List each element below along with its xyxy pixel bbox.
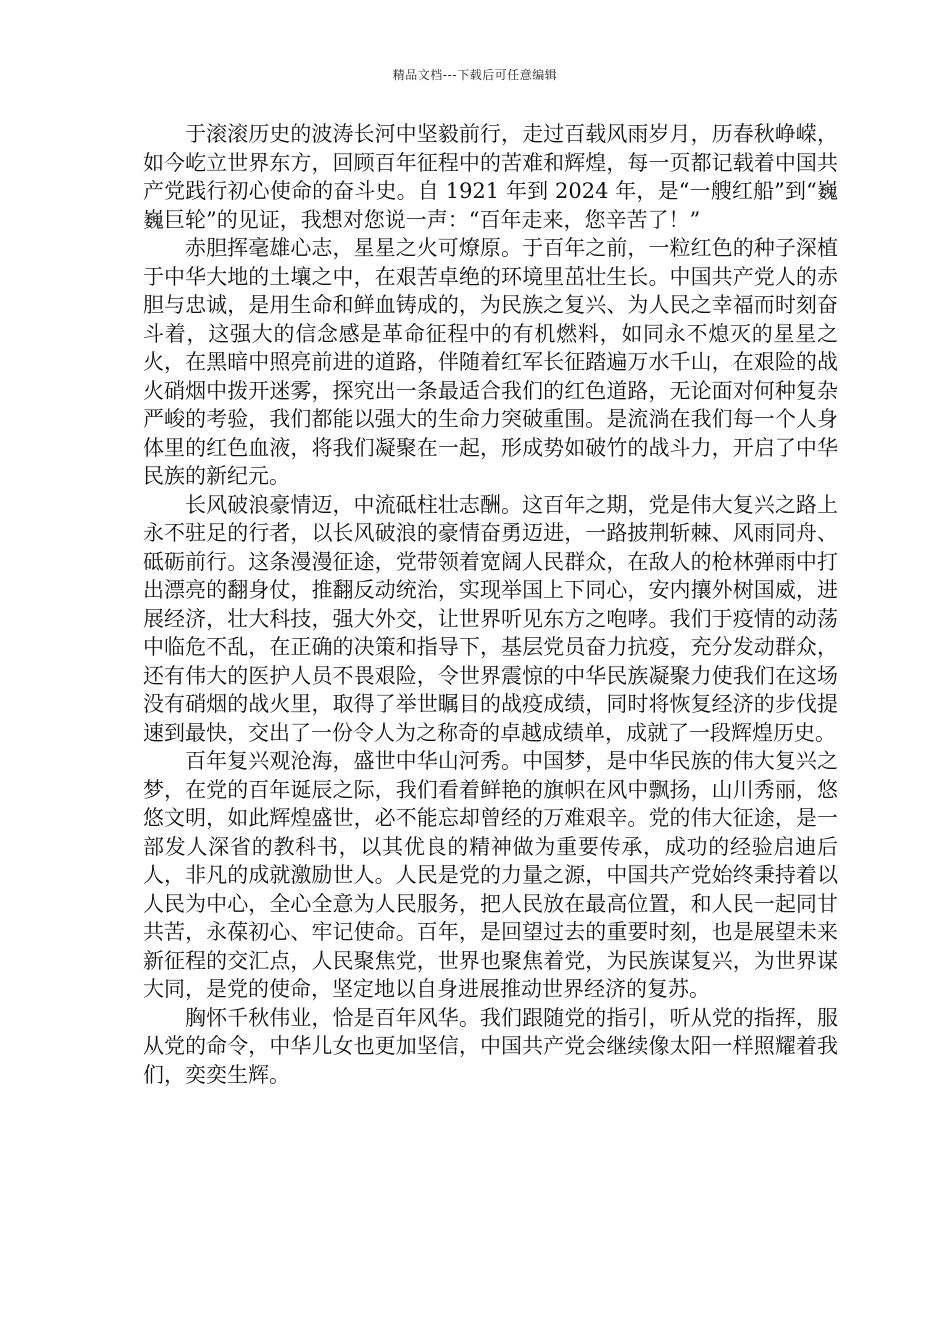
paragraph: 赤胆挥毫雄心志，星星之火可燎原。于百年之前，一粒红色的种子深植于中华大地的土壤之中，在艰苦卓绝的环境里茁壮生长。中国共产党人的赤胆与忠诚，是用生命和鲜血铸成的，为民族之复兴、为人民之幸福而时刻奋斗着，这强大的信念感是革命征程中的有机燃料，如同永不熄灭的星星之火，在黑暗中照亮前进的道路，伴随着红军长征踏遍万水千山，在艰险的战火硝烟中拨开迷雾，探究出一条最适合我们的红色道路，无论面对何种复杂严峻的考验，我们都能以强大的生命力突破重围。是流淌在我们每一个人身体里的红色血液，将我们凝聚在一起，形成势如破竹的战斗力，开启了中华民族的新纪元。 <box>143 236 838 488</box>
document-body <box>143 120 838 1089</box>
paragraph: 胸怀千秋伟业，恰是百年风华。我们跟随党的指引，听从党的指挥，服从党的命令，中华儿女也更加坚信，中国共产党会继续像太阳一样照耀着我们，奕奕生辉。 <box>143 1005 838 1087</box>
paragraph: 百年复兴观沧海，盛世中华山河秀。中国梦，是中华民族的伟大复兴之梦，在党的百年诞辰之际，我们看着鲜艳的旗帜在风中飘扬，山川秀丽，悠悠文明，如此辉煌盛世，必不能忘却曾经的万难艰辛。党的伟大征途，是一部发人深省的教科书，以其优良的精神做为重要传承，成功的经验启迪后人，非凡的成就激励世人。人民是党的力量之源，中国共产党始终秉持着以人民为中心，全心全意为人民服务，把人民放在最高位置，和人民一起同甘共苦，永葆初心、牢记使命。百年，是回望过去的重要时刻，也是展望未来新征程的交汇点，人民聚焦党，世界也聚焦着党，为民族谋复兴，为世界谋大同，是党的使命，坚定地以自身进展推动世界经济的复苏。 <box>143 749 838 1001</box>
page-header: 精品文档---下载后可任意编辑 <box>392 68 558 82</box>
paragraph: 长风破浪豪情迈，中流砥柱壮志酬。这百年之期，党是伟大复兴之路上永不驻足的行者，以长风破浪的豪情奋勇迈进，一路披荆斩棘、风雨同舟、砥砺前行。这条漫漫征途，党带领着宽阔人民群众，在敌人的枪林弹雨中打出漂亮的翻身仗，推翻反动统治，实现举国上下同心，安内攘外树国威，进展经济，壮大科技，强大外交，让世界听见东方之咆哮。我们于疫情的动荡中临危不乱，在正确的决策和指导下，基层党员奋力抗疫，充分发动群众，还有伟大的医护人员不畏艰险，令世界震惊的中华民族凝聚力使我们在这场没有硝烟的战火里，取得了举世瞩目的战疫成绩，同时将恢复经济的步伐提速到最快，交出了一份令人为之称奇的卓越成绩单，成就了一段辉煌历史。 <box>143 492 838 745</box>
paragraph: 于滚滚历史的波涛长河中坚毅前行，走过百载风雨岁月，历春秋峥嵘，如今屹立世界东方，回顾百年征程中的苦难和辉煌，每一页都记载着中国共产党践行初心使命的奋斗史。自 1921 年到 2024 年，是“一艘红船”到“巍巍巨轮”的见证，我想对您说一声：“百年走来，您辛苦了！” <box>143 122 838 232</box>
